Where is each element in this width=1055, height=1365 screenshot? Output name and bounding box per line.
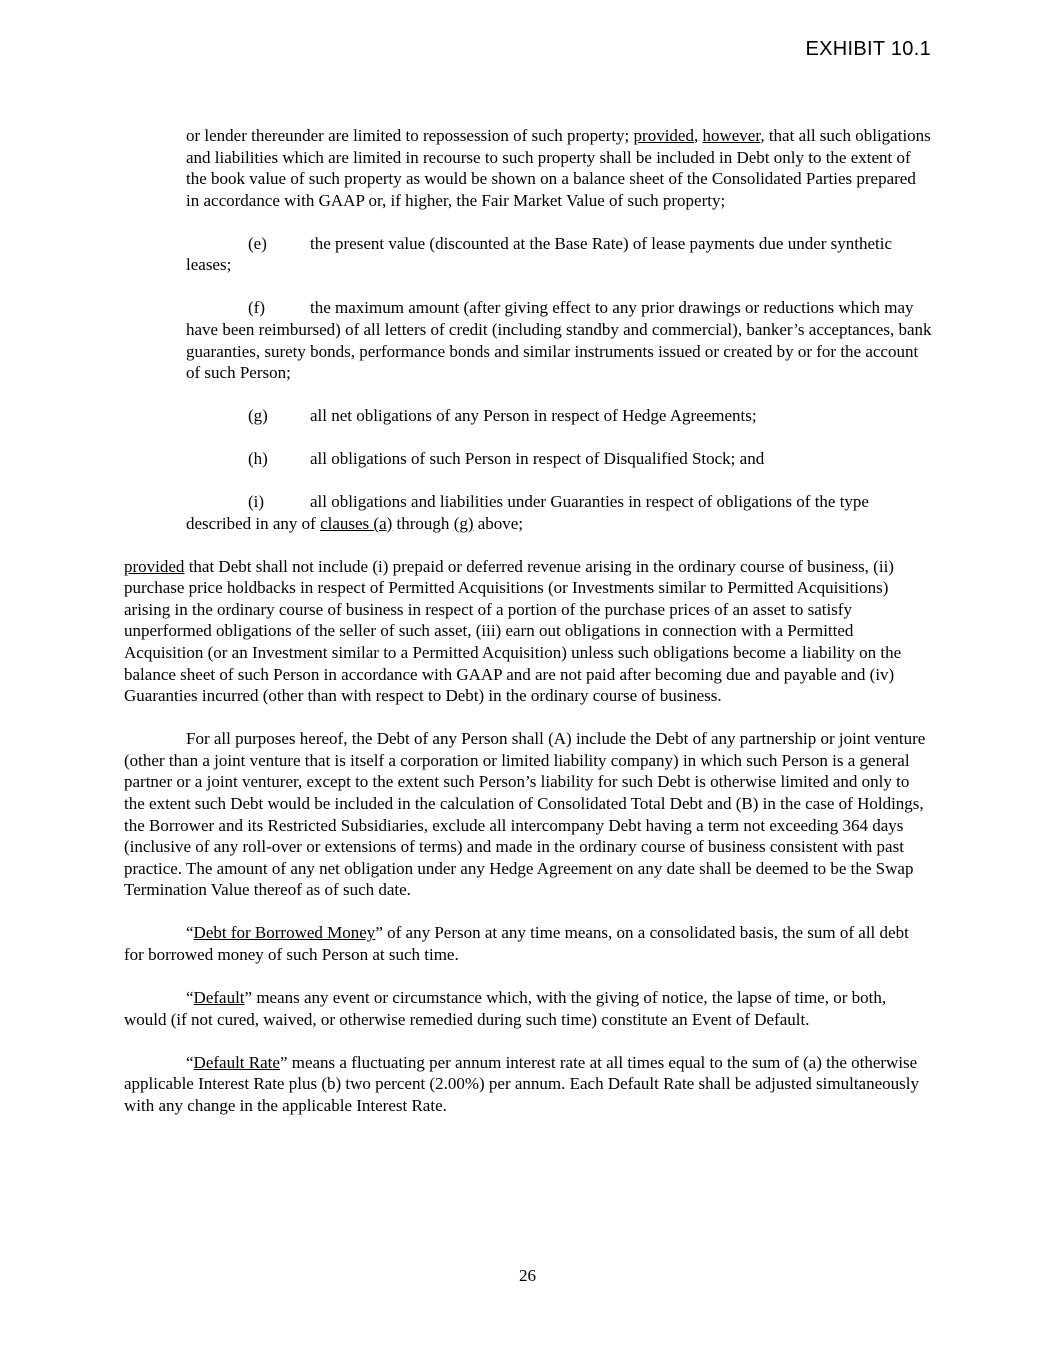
page-number: 26 — [519, 1266, 536, 1285]
item-f-text: the maximum amount (after giving effect to any prior drawings or reductions which may have been reimbursed) of all letters of credit (including standby and commercial), banker’s acceptances, bank guaranties, surety bonds, performance bonds and similar instruments issued or created by or for the account of such Person; — [186, 298, 932, 383]
definition-text: ” of any Person at any time means, on a consolidated basis, the sum of all debt for borrowed money of such Person at such time. — [124, 923, 909, 964]
definition-open-quote: “ — [186, 987, 194, 1007]
definition-default-rate — [124, 1052, 932, 1117]
item-e — [186, 233, 932, 276]
item-f-label: (f) — [248, 298, 265, 318]
continued-text-1: or lender thereunder are limited to repossession of such property; — [186, 126, 634, 145]
proviso-term: provided — [124, 556, 185, 576]
continued-paragraph — [186, 125, 932, 211]
defined-term: Debt for Borrowed Money — [193, 923, 376, 943]
proviso-paragraph — [124, 556, 932, 707]
item-h-label: (h) — [248, 449, 268, 469]
proviso-text: that Debt shall not include (i) prepaid or deferred revenue arising in the ordinary course of business, (ii) purchase price holdbacks in respect of Permitted Acquisitions (or Investments similar to Permitted Acquisitions) arising in the ordinary course of business in respect of a portion of the purchase prices of an asset to satisfy unperformed obligations of the seller of such asset, (iii) earn out obligations in connection with a Permitted Acquisition (or an Investment similar to a Permitted Acquisition) unless such obligations become a liability on the balance sheet of such Person in accordance with GAAP and are not paid after becoming due and payable and (iv) Guaranties incurred (other than with respect to Debt) in the ordinary course of business. — [124, 556, 902, 706]
exhibit-label: EXHIBIT 10.1 — [805, 38, 931, 60]
item-e-label: (e) — [248, 233, 267, 253]
definition-open-quote: “ — [186, 1052, 194, 1072]
definition-debt-for-borrowed-money — [124, 922, 932, 965]
item-i-mid: through — [392, 513, 454, 533]
clause-a-ref: clauses (a) — [320, 513, 393, 533]
item-i-text: all obligations and liabilities under Guaranties in respect of obligations of the type described in any of — [186, 492, 869, 533]
item-g-label: (g) — [248, 406, 268, 426]
item-f — [186, 297, 932, 383]
item-i-end: above; — [473, 513, 524, 533]
item-i — [186, 491, 932, 534]
document-body — [124, 125, 932, 1138]
definition-text: ” means any event or circumstance which, with the giving of notice, the lapse of time, or both, would (if not cured, waived, or otherwise remedied during such time) constitute an Event of Default. — [124, 987, 887, 1029]
item-g — [186, 405, 932, 427]
definition-default — [124, 987, 932, 1030]
defined-term: Default — [193, 987, 245, 1007]
definition-open-quote: “ — [186, 923, 194, 943]
defined-term: Default Rate — [193, 1052, 280, 1072]
comma: , — [693, 126, 703, 145]
item-h — [186, 448, 932, 470]
item-g-text: all net obligations of any Person in respect of Hedge Agreements; — [310, 406, 757, 426]
definition-text: ” means a fluctuating per annum interest rate at all times equal to the sum of (a) the otherwise applicable Interest Rate plus (b) two percent (2.00%) per annum. Each Default Rate shall be adjusted simultaneously with any change in the applicable Interest Rate. — [124, 1052, 919, 1115]
purposes-paragraph: For all purposes hereof, the Debt of any Person shall (A) include the Debt of any partnership or joint venture (other than a joint venture that is itself a corporation or limited liability company) in which such Person is a general partner or a joint venturer, except to the extent such Person’s liability for such Debt is otherwise limited and only to the extent such Debt would be included in the calculation of Consolidated Total Debt and (B) in the case of Holdings, the Borrower and its Restricted Subsidiaries, exclude all intercompany Debt having a term not exceeding 364 days (inclusive of any roll-over or extensions of terms) and made in the ordinary course of business consistent with past practice. The amount of any net obligation under any Hedge Agreement on any date shall be deemed to be the Swap Termination Value thereof as of such date. — [124, 729, 926, 900]
provided-term: provided — [633, 126, 694, 145]
clause-g-ref: (g) — [453, 513, 474, 533]
continued-text-2: , that all such obligations and liabilities which are limited in recourse to such property shall be included in Debt only to the extent of the book value of such property as would be shown on a balance sheet of the Consolidated Parties prepared in accordance with GAAP or, if higher, the Fair Market Value of such property; — [186, 126, 931, 210]
item-e-text: the present value (discounted at the Base Rate) of lease payments due under synthetic leases; — [186, 233, 893, 275]
however-term: however — [702, 126, 761, 145]
item-h-text: all obligations of such Person in respect of Disqualified Stock; and — [310, 449, 765, 469]
item-i-label: (i) — [248, 492, 265, 512]
